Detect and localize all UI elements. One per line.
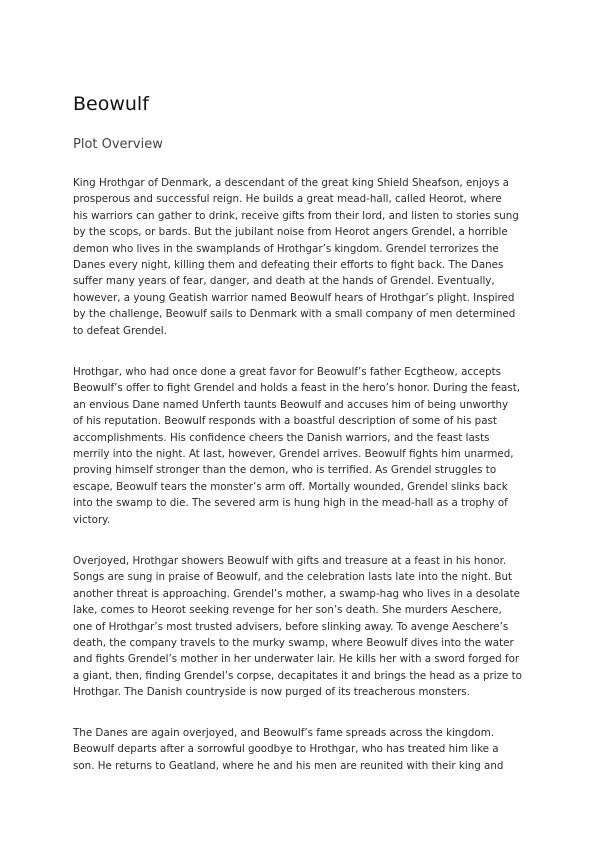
paragraph-line: The Danes are again overjoyed, and Beowulf’s fame spreads across the kingdom.: [73, 727, 495, 739]
paragraph-line: proving himself stronger than the demon, who is terrified. As Grendel struggles to: [73, 464, 497, 477]
paragraph-line: Hrothgar, who had once done a great favor for Beowulf’s father Ecgtheow, accepts: [73, 366, 501, 378]
paragraph-line: Hrothgar. The Danish countryside is now purged of its treacherous monsters.: [73, 686, 470, 699]
paragraph-line: merrily into the night. At last, however, Grendel arrives. Beowulf fights him unarmed,: [73, 447, 514, 460]
paragraph-line: Overjoyed, Hrothgar showers Beowulf with gifts and treasure at a feast in his honor.: [73, 555, 507, 567]
paragraph-line: and fights Grendel’s mother in her underwater lair. He kills her with a sword forged for: [73, 653, 520, 666]
paragraph-line: death, the company travels to the murky swamp, where Beowulf dives into the water: [73, 636, 514, 649]
paragraph-line: a giant, then, finding Grendel’s corpse, decapitates it and brings the head as a prize to: [73, 669, 522, 682]
paragraph-3: [73, 553, 543, 701]
paragraph-4: [73, 725, 543, 774]
paragraph-line: lake, comes to Heorot seeking revenge for her son’s death. She murders Aeschere,: [73, 604, 502, 617]
paragraph-line: Danes every night, killing them and defeating their efforts to fight back. The Danes: [73, 258, 504, 271]
document-title: Beowulf: [73, 93, 149, 115]
section-heading: Plot Overview: [73, 137, 163, 152]
paragraph-line: however, a young Geatish warrior named Beowulf hears of Hrothgar’s plight. Inspired: [73, 291, 515, 304]
paragraph-line: Songs are sung in praise of Beowulf, and the celebration lasts late into the night. But: [73, 571, 513, 584]
paragraph-line: to defeat Grendel.: [73, 324, 167, 337]
paragraph-line: demon who lives in the swamplands of Hrothgar’s kingdom. Grendel terrorizes the: [73, 242, 499, 255]
paragraph-2: [73, 364, 543, 528]
paragraph-line: into the swamp to die. The severed arm is hung high in the mead-hall as a trophy of: [73, 497, 508, 510]
paragraph-line: victory.: [73, 513, 111, 526]
paragraph-1: [73, 175, 543, 339]
paragraph-line: suffer many years of fear, danger, and death at the hands of Grendel. Eventually,: [73, 275, 495, 288]
paragraph-line: one of Hrothgar’s most trusted advisers, before slinking away. To avenge Aeschere’s: [73, 620, 509, 633]
paragraph-line: son. He returns to Geatland, where he and his men are reunited with their king and: [73, 759, 504, 772]
paragraph-line: an envious Dane named Unferth taunts Beowulf and accuses him of being unworthy: [73, 398, 509, 411]
paragraph-line: accomplishments. His confidence cheers the Danish warriors, and the feast lasts: [73, 431, 490, 444]
paragraph-line: by the challenge, Beowulf sails to Denmark with a small company of men determined: [73, 308, 516, 321]
paragraph-line: his warriors can gather to drink, receive gifts from their lord, and listen to stories sung: [73, 209, 519, 222]
paragraph-line: escape, Beowulf tears the monster’s arm off. Mortally wounded, Grendel slinks back: [73, 480, 508, 493]
paragraph-line: of his reputation. Beowulf responds with a boastful description of some of his past: [73, 415, 497, 428]
paragraph-line: King Hrothgar of Denmark, a descendant of the great king Shield Sheafson, enjoys a: [73, 177, 510, 189]
paragraph-line: by the scops, or bards. But the jubilant noise from Heorot angers Grendel, a horrible: [73, 226, 508, 239]
paragraph-line: Beowulf departs after a sorrowful goodbye to Hrothgar, who has treated him like a: [73, 743, 499, 756]
paragraph-line: prosperous and successful reign. He builds a great mead-hall, called Heorot, where: [73, 193, 502, 206]
paragraph-line: another threat is approaching. Grendel’s mother, a swamp-hag who lives in a desolate: [73, 587, 520, 600]
paragraph-line: Beowulf’s offer to fight Grendel and holds a feast in the hero’s honor. During the feast,: [73, 382, 521, 395]
